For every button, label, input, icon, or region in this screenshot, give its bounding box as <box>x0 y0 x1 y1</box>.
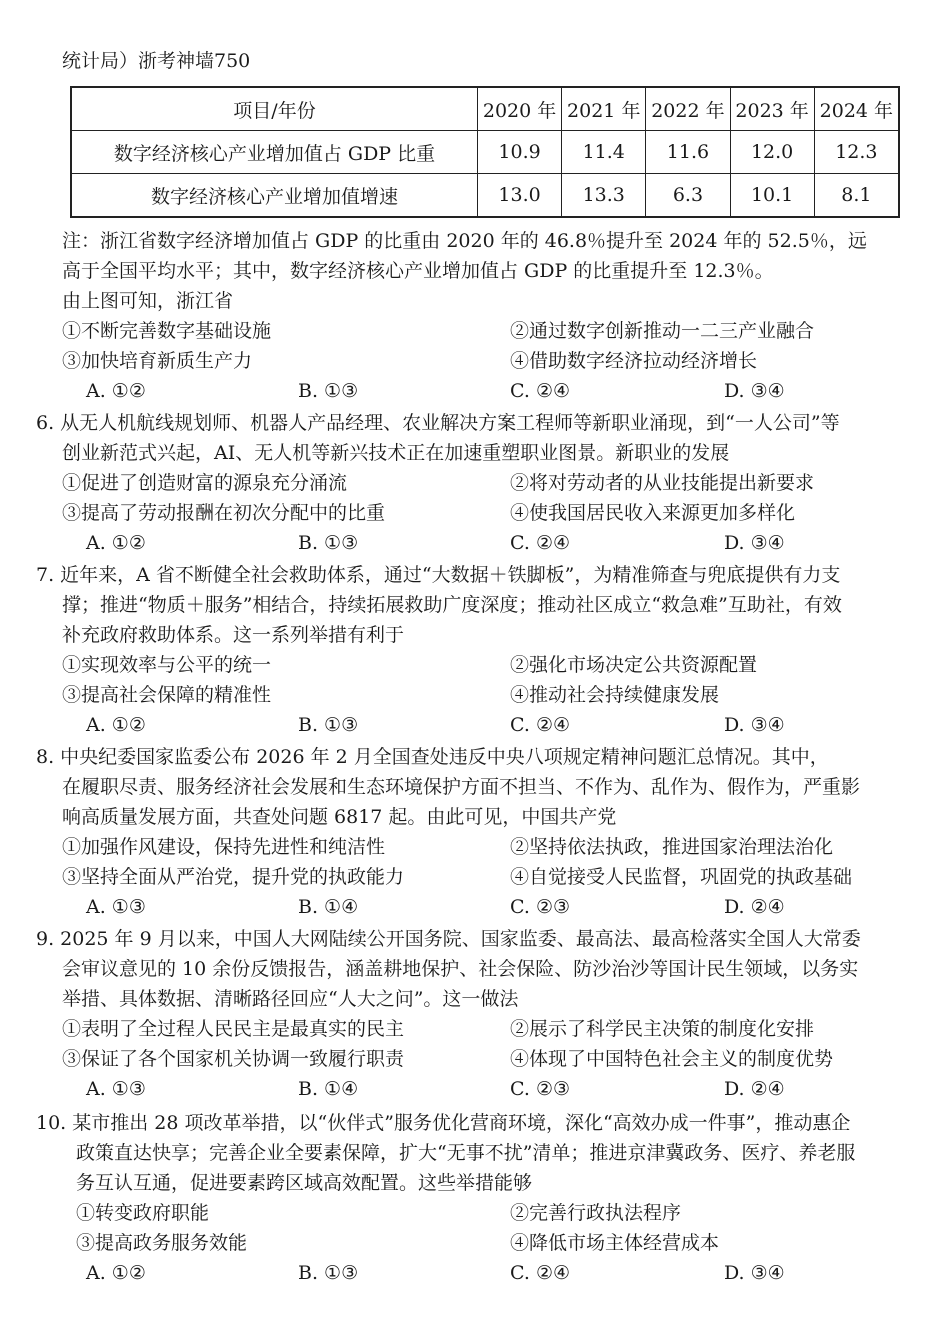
table-corner: 项目/年份 <box>71 87 478 131</box>
statement-item: ④使我国居民收入来源更加多样化 <box>510 502 796 524</box>
statement-item: ①加强作风建设，保持先进性和纯洁性 <box>62 836 386 858</box>
answer-choice[interactable]: B. ①③ <box>298 714 359 736</box>
table-cell: 11.4 <box>562 131 646 174</box>
answer-choice[interactable]: B. ①③ <box>298 380 359 402</box>
statement-item: ②展示了科学民主决策的制度化安排 <box>510 1018 815 1040</box>
page-header: 统计局）浙考神墙750 <box>62 50 251 72</box>
answer-choice[interactable]: D. ③④ <box>724 1262 785 1284</box>
statement-item: ④推动社会持续健康发展 <box>510 684 720 706</box>
answer-choice[interactable]: C. ②④ <box>510 380 571 402</box>
statement-item: ②坚持依法执政，推进国家治理法治化 <box>510 836 834 858</box>
table-cell: 12.0 <box>730 131 814 174</box>
answer-choice[interactable]: D. ③④ <box>724 714 785 736</box>
table-row <box>71 131 899 174</box>
answer-choice[interactable]: B. ①④ <box>298 896 359 918</box>
statement-item: ②将对劳动者的从业技能提出新要求 <box>510 472 815 494</box>
question-stem: 8. 中央纪委国家监委公布 2026 年 2 月全国查处违反中央八项规定精神问题汇总情况。其中， <box>36 746 829 768</box>
answer-choice[interactable]: C. ②③ <box>510 896 571 918</box>
statement-item: ③坚持全面从严治党，提升党的执政能力 <box>62 866 405 888</box>
answer-choice[interactable]: A. ①② <box>86 380 146 402</box>
question-stem: 举措、具体数据、清晰路径回应“人大之问”。这一做法 <box>62 988 519 1010</box>
table-note-line: 高于全国平均水平；其中，数字经济核心产业增加值占 GDP 的比重提升至 12.3％。 <box>62 260 774 282</box>
question-stem: 会审议意见的 10 余份反馈报告，涵盖耕地保护、社会保险、防沙治沙等国计民生领域，以务实 <box>62 958 859 980</box>
table-cell: 13.0 <box>478 174 562 218</box>
statement-item: ③提高了劳动报酬在初次分配中的比重 <box>62 502 386 524</box>
question-stem: 补充政府救助体系。这一系列举措有利于 <box>62 624 405 646</box>
statement-item: ③加快培育新质生产力 <box>62 350 253 372</box>
question-stem: 撑；推进“物质＋服务”相结合，持续拓展救助广度深度；推动社区成立“救急难”互助社，有效 <box>62 594 842 616</box>
answer-choice[interactable]: C. ②④ <box>510 532 571 554</box>
statement-item: ②强化市场决定公共资源配置 <box>510 654 758 676</box>
table-cell: 6.3 <box>646 174 730 218</box>
answer-choice[interactable]: A. ①③ <box>86 896 146 918</box>
answer-choice[interactable]: A. ①② <box>86 714 146 736</box>
question-stem: 响高质量发展方面，共查处问题 6817 起。由此可见，中国共产党 <box>62 806 617 828</box>
answer-choice[interactable]: B. ①③ <box>298 1262 359 1284</box>
table-cell: 12.3 <box>814 131 899 174</box>
answer-choice[interactable]: B. ①③ <box>298 532 359 554</box>
statement-item: ④自觉接受人民监督，巩固党的执政基础 <box>510 866 853 888</box>
question-stem: 9. 2025 年 9 月以来，中国人大网陆续公开国务院、国家监委、最高法、最高检落实全国人大常委 <box>36 928 861 950</box>
table-cell: 8.1 <box>814 174 899 218</box>
data-table <box>70 86 900 218</box>
year-header: 2020 年 <box>478 87 562 131</box>
question-stem: 在履职尽责、服务经济社会发展和生态环境保护方面不担当、不作为、乱作为、假作为，严重影 <box>62 776 861 798</box>
statement-item: ③保证了各个国家机关协调一致履行职责 <box>62 1048 405 1070</box>
answer-choice[interactable]: D. ②④ <box>724 896 785 918</box>
question-stem: 10. 某市推出 28 项改革举措，以“伙伴式”服务优化营商环境，深化“高效办成一件事”，推动惠企 <box>36 1112 851 1134</box>
table-cell: 11.6 <box>646 131 730 174</box>
statement-item: ①促进了创造财富的源泉充分涌流 <box>62 472 348 494</box>
statement-item: ④降低市场主体经营成本 <box>510 1232 720 1254</box>
answer-choice[interactable]: D. ②④ <box>724 1078 785 1100</box>
answer-choice[interactable]: C. ②④ <box>510 1262 571 1284</box>
table-cell: 10.9 <box>478 131 562 174</box>
statement-item: ③提高政务服务效能 <box>76 1232 248 1254</box>
question-stem: 由上图可知，浙江省 <box>62 290 234 312</box>
statement-item: ②通过数字创新推动一二三产业融合 <box>510 320 815 342</box>
row-label: 数字经济核心产业增加值占 GDP 比重 <box>71 131 478 174</box>
statement-item: ①不断完善数字基础设施 <box>62 320 272 342</box>
answer-choice[interactable]: B. ①④ <box>298 1078 359 1100</box>
answer-choice[interactable]: A. ①② <box>86 532 146 554</box>
statement-item: ②完善行政执法程序 <box>510 1202 682 1224</box>
answer-choice[interactable]: D. ③④ <box>724 380 785 402</box>
year-header: 2024 年 <box>814 87 899 131</box>
year-header: 2021 年 <box>562 87 646 131</box>
statement-item: ④借助数字经济拉动经济增长 <box>510 350 758 372</box>
question-stem: 政策直达快享；完善企业全要素保障，扩大“无事不扰”清单；推进京津冀政务、医疗、养老服 <box>76 1142 856 1164</box>
question-stem: 务互认互通，促进要素跨区域高效配置。这些举措能够 <box>76 1172 533 1194</box>
table-note-line: 注：浙江省数字经济增加值占 GDP 的比重由 2020 年的 46.8％提升至 2024 年的 52.5％，远 <box>62 230 867 252</box>
answer-choice[interactable]: A. ①② <box>86 1262 146 1284</box>
year-header: 2023 年 <box>730 87 814 131</box>
question-stem: 创业新范式兴起，AI、无人机等新兴技术正在加速重塑职业图景。新职业的发展 <box>62 442 730 464</box>
statement-item: ④体现了中国特色社会主义的制度优势 <box>510 1048 834 1070</box>
question-stem: 7. 近年来，A 省不断健全社会救助体系，通过“大数据＋铁脚板”，为精准筛查与兜底提供有力支 <box>36 564 841 586</box>
year-header: 2022 年 <box>646 87 730 131</box>
answer-choice[interactable]: C. ②③ <box>510 1078 571 1100</box>
table-cell: 10.1 <box>730 174 814 218</box>
statement-item: ①表明了全过程人民民主是最真实的民主 <box>62 1018 405 1040</box>
question-stem: 6. 从无人机航线规划师、机器人产品经理、农业解决方案工程师等新职业涌现，到“一人公司”等 <box>36 412 840 434</box>
table-header-row <box>71 87 899 131</box>
statement-item: ①转变政府职能 <box>76 1202 210 1224</box>
row-label: 数字经济核心产业增加值增速 <box>71 174 478 218</box>
table-row <box>71 174 899 218</box>
table-cell: 13.3 <box>562 174 646 218</box>
answer-choice[interactable]: C. ②④ <box>510 714 571 736</box>
answer-choice[interactable]: A. ①③ <box>86 1078 146 1100</box>
statement-item: ③提高社会保障的精准性 <box>62 684 272 706</box>
answer-choice[interactable]: D. ③④ <box>724 532 785 554</box>
statement-item: ①实现效率与公平的统一 <box>62 654 272 676</box>
